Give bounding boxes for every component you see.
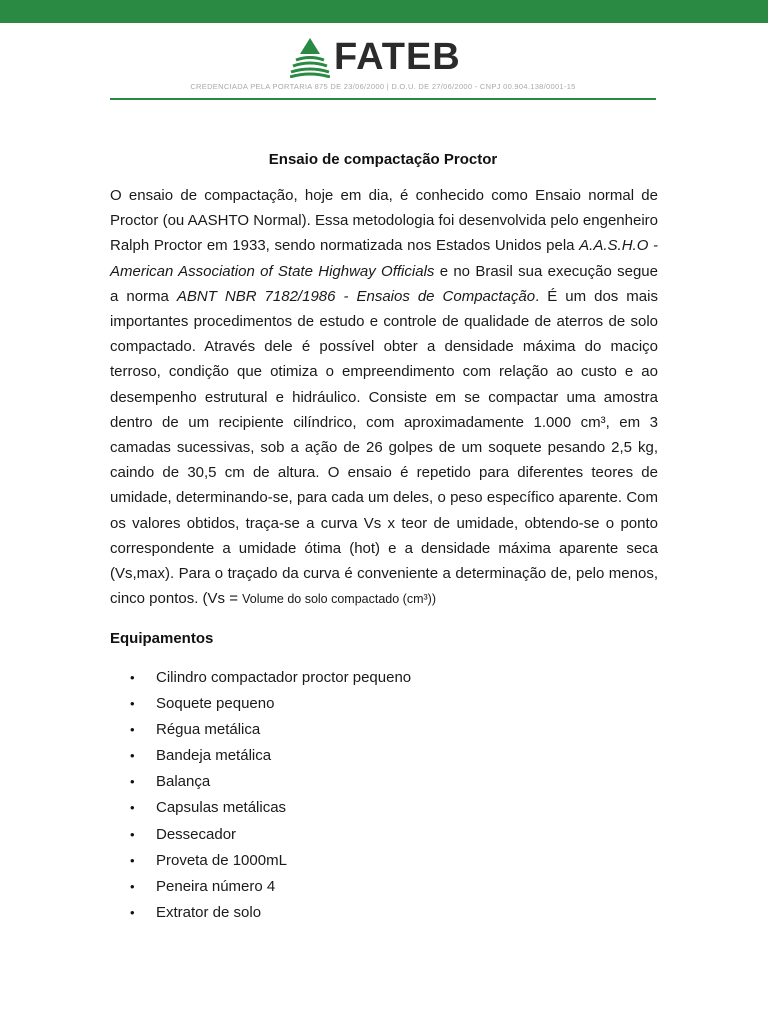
list-item (110, 665, 411, 691)
list-item (110, 900, 411, 926)
equipment-item: Soquete pequeno (156, 695, 275, 713)
equipment-item: Cilindro compactador proctor pequeno (156, 669, 412, 686)
paragraph-text: . É um dos mais importantes procedimentos de estudo e controle de qualidade de aterros de solo compactado. Através dele é possível obter a densidade máxima do maciço terroso, condição que otimiza o empreendimento com relação ao custo e ao desempenho estrutural e hidráulico. Consiste em se compactar uma amostra dentro de um recipiente cilíndrico, com aproximadamente 1.000 cm³, em 3 camadas sucessivas, sob a ação de 26 golpes de um soquete pesando 2,5 kg, caindo de 30,5 cm de altura. O ensaio é repetido para diferentes teores de umidade, determinando-se, para cada um deles, o peso específico aparente. Com os valores obtidos, traça-se a curva Vs x teor de umidade, obtendo-se o ponto correspondente a umidade ótima (hot) e a densidade máxima aparente seca (Vs,max). Para o traçado da curva é conveniente a determinação de, pelo menos, cinco pontos. (Vs = (110, 287, 658, 608)
list-item (110, 691, 411, 717)
abnt-reference: ABNT NBR 7182/1986 - Ensaios de Compactação (176, 287, 536, 305)
bullet-icon: • (130, 878, 135, 894)
fateb-logo (290, 36, 461, 78)
bullet-icon: • (130, 852, 135, 868)
bullet-icon: • (130, 696, 135, 712)
equipment-item: Capsulas metálicas (156, 799, 287, 817)
aashto-reference: A.A.S.H.O - American Association of State Highway Officials (110, 237, 658, 280)
list-item (110, 822, 411, 848)
intro-paragraph (110, 183, 658, 612)
list-item (110, 874, 411, 900)
equipment-item: Dessecador (156, 825, 237, 843)
paragraph-text: e no Brasil sua execução segue a norma (110, 262, 658, 305)
document-title: Ensaio de compactação Proctor (268, 151, 498, 168)
bullet-icon: • (130, 748, 135, 764)
equipment-list (110, 665, 411, 926)
bullet-icon: • (130, 670, 135, 685)
brand-name: FATEB (334, 36, 461, 78)
equipment-heading: Equipamentos (110, 630, 214, 647)
list-item (110, 743, 411, 769)
top-green-bar (0, 0, 768, 23)
bullet-icon: • (130, 904, 135, 920)
header-divider (110, 98, 656, 100)
equipment-item: Peneira número 4 (156, 877, 276, 895)
list-item (110, 848, 411, 874)
list-item (110, 795, 411, 821)
bullet-icon: • (130, 800, 135, 816)
equipment-item: Régua metálica (156, 721, 261, 739)
equipment-item: Proveta de 1000mL (156, 851, 287, 869)
equipment-item: Balança (156, 773, 211, 791)
vs-definition: Volume do solo compactado (cm³)) (242, 592, 436, 607)
bullet-icon: • (130, 774, 135, 790)
list-item (110, 717, 411, 743)
equipment-item: Bandeja metálica (156, 747, 272, 765)
bullet-icon: • (130, 722, 135, 738)
equipment-item: Extrator de solo (156, 903, 262, 921)
paragraph-text: O ensaio de compactação, hoje em dia, é conhecido como Ensaio normal de Proctor (ou AASHTO Normal). Essa metodologia foi desenvolvida pelo engenheiro Ralph Proctor em 1933, sendo normatizada nos Estados Unidos pela (110, 187, 658, 255)
pine-tree-logo-icon (290, 36, 330, 78)
accreditation-line: CREDENCIADA PELA PORTARIA 875 DE 23/06/2000 | D.O.U. DE 27/06/2000 - CNPJ 00.904.138/0001-15 (190, 82, 576, 91)
bullet-icon: • (130, 826, 135, 842)
list-item (110, 769, 411, 795)
